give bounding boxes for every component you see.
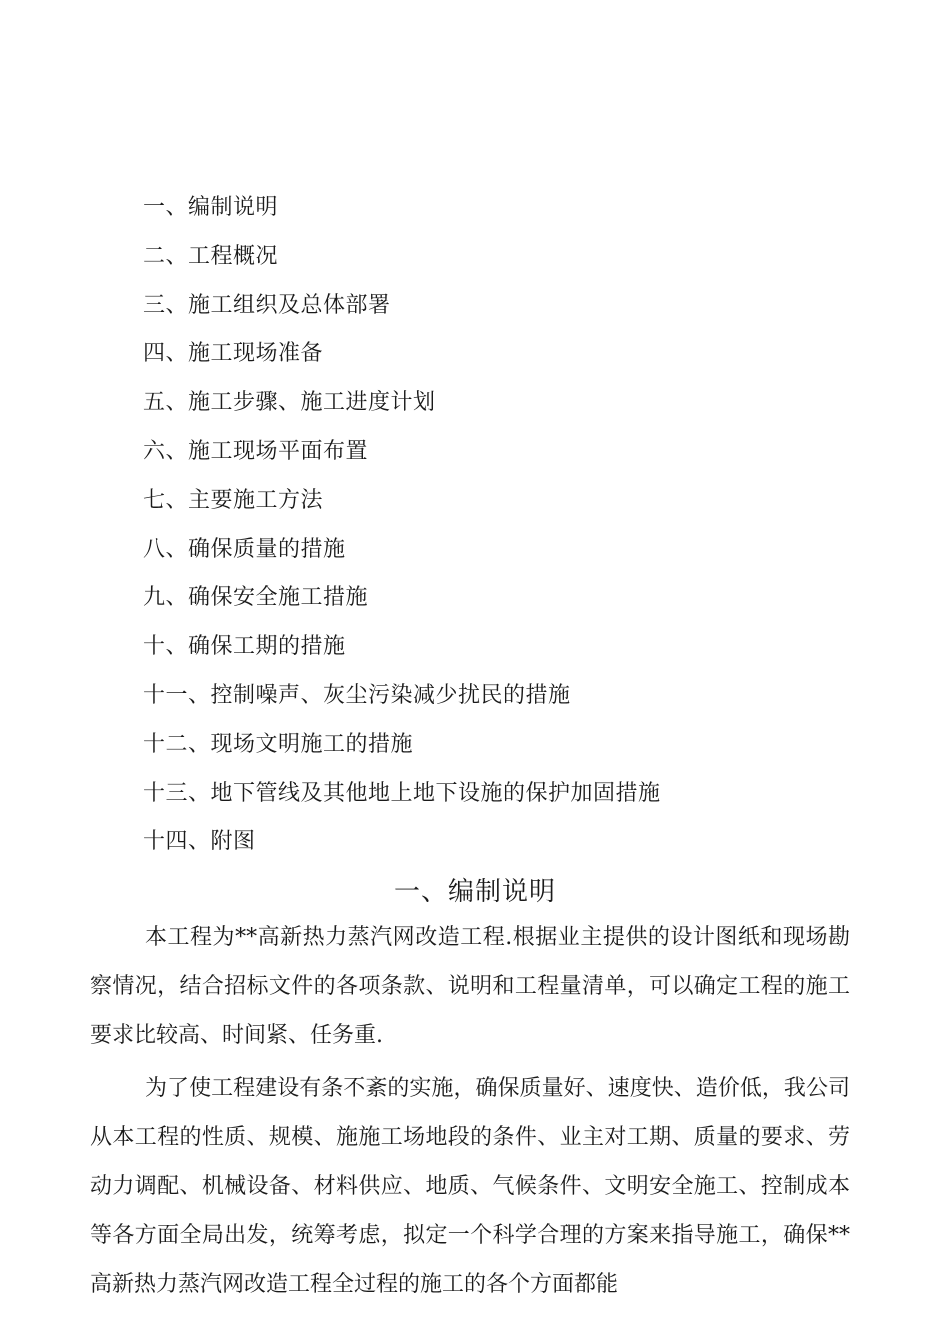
toc-item-7: 七、主要施工方法 xyxy=(143,487,324,513)
toc-item-1: 一、编制说明 xyxy=(143,195,279,220)
toc-item-13: 十三、地下管线及其他地上地下设施的保护加固措施 xyxy=(143,780,661,806)
table-of-contents xyxy=(143,190,863,873)
toc-item-6: 六、施工现场平面布置 xyxy=(143,438,369,464)
toc-item-5: 五、施工步骤、施工进度计划 xyxy=(143,390,436,416)
toc-item-12: 十二、现场文明施工的措施 xyxy=(143,731,414,757)
toc-item-11: 十一、控制噪声、灰尘污染减少扰民的措施 xyxy=(143,682,571,708)
toc-item-2: 二、工程概况 xyxy=(143,243,279,269)
toc-item-3: 三、施工组织及总体部署 xyxy=(143,292,391,318)
body-paragraph-1: 本工程为**高新热力蒸汽网改造工程.根据业主提供的设计图纸和现场勘察情况，结合招标文件的各项条款、说明和工程量清单，可以确定工程的施工要求比较高、时间紧、任务重. xyxy=(90,925,850,1048)
toc-item-4: 四、施工现场准备 xyxy=(143,341,324,367)
toc-item-8: 八、确保质量的措施 xyxy=(143,536,346,562)
toc-item-9: 九、确保安全施工措施 xyxy=(143,585,369,611)
toc-item-14: 十四、附图 xyxy=(143,829,256,855)
body-paragraph-2: 为了使工程建设有条不紊的实施，确保质量好、速度快、造价低，我公司从本工程的性质、规模、施施工场地段的条件、业主对工期、质量的要求、劳动力调配、机械设备、材料供应、地质、气候条件、文明安全施工、控制成本等各方面全局出发，统筹考虑，拟定一个科学合理的方案来指导施工，确保**高新热力蒸汽网改造工程全过程的施工的各个方面都能 xyxy=(90,1076,850,1297)
toc-item-10: 十、确保工期的措施 xyxy=(143,634,346,660)
section-title: 一、编制说明 xyxy=(393,877,556,907)
